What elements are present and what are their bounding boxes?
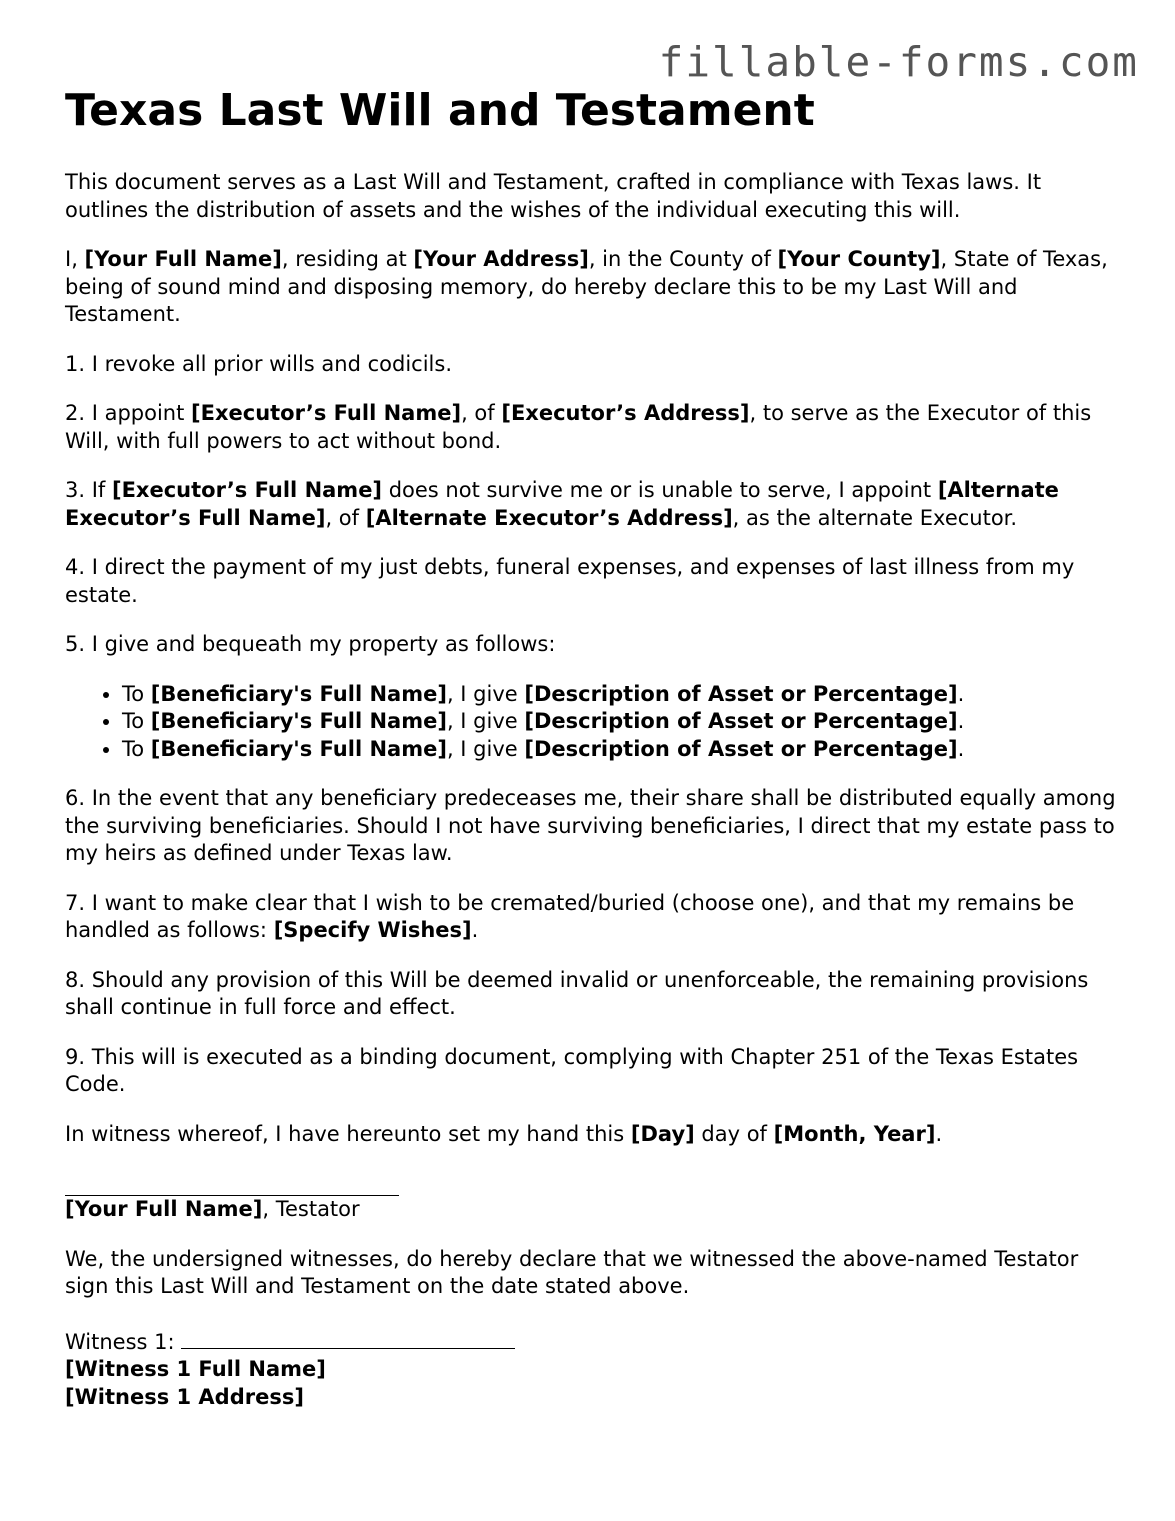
clause-5: 5. I give and bequeath my property as follows: [65, 632, 556, 656]
document-title: Texas Last Will and Testament [65, 85, 815, 136]
text-segment: , residing at [281, 247, 414, 271]
beneficiary-name-placeholder: [Beneficiary's Full Name] [150, 709, 447, 733]
intro-paragraph: This document serves as a Last Will and Testament, crafted in compliance with Texas laws. It outlines the distribution of assets and the wishes of the individual executing this will. [65, 170, 1042, 222]
testator-name-placeholder: [Your Full Name] [65, 1197, 263, 1221]
text-segment: does not survive me or is unable to serve, I appoint [382, 478, 938, 502]
clause-8: 8. Should any provision of this Will be deemed invalid or unenforceable, the remaining provisions shall continue in full force and effect. [65, 967, 1089, 1019]
witness-1-block [65, 1323, 1125, 1412]
text-segment: , in the County of [588, 247, 778, 271]
text-segment: , as the alternate Executor. [732, 505, 1018, 530]
clause-7 [65, 890, 1125, 945]
text-segment: , I give [446, 709, 525, 733]
text-segment: . [957, 681, 965, 706]
testator-county-placeholder: [Your County] [777, 247, 941, 271]
text-segment: , to serve as the Executor of this Will, with full powers to act without bond. [65, 401, 1092, 453]
executor-address-placeholder: [Executor’s Address] [501, 401, 750, 425]
text-segment: . [471, 918, 479, 942]
text-segment: To [122, 681, 151, 706]
witness-declaration: We, the undersigned witnesses, do hereby declare that we witnessed the above-named Testator sign this Last Will and Testament on the date stated above. [65, 1246, 1079, 1298]
clause-9: 9. This will is executed as a binding document, complying with Chapter 251 of the Texas Estates Code. [65, 1044, 1079, 1096]
text-segment: To [122, 736, 151, 761]
text-segment: , of [461, 401, 502, 425]
text-segment: , I give [446, 736, 525, 761]
alternate-executor-name-placeholder: [Alternate Executor’s Full Name] [65, 478, 1059, 530]
witness-1-address-placeholder: [Witness 1 Address] [65, 1384, 304, 1409]
bequest-list [65, 681, 1125, 764]
day-placeholder: [Day] [630, 1121, 695, 1146]
text-segment: . [957, 736, 965, 761]
testator-signature-block [65, 1170, 1125, 1224]
wishes-placeholder: [Specify Wishes] [273, 918, 472, 942]
witness-clause [65, 1121, 1125, 1149]
testator-name-placeholder: [Your Full Name] [84, 247, 282, 271]
text-segment: day of [694, 1121, 774, 1146]
testator-signature-line[interactable] [65, 1170, 399, 1196]
text-segment: In witness whereof, I have hereunto set my hand this [65, 1121, 631, 1146]
document-page [65, 86, 1125, 1433]
text-segment: I, [65, 247, 85, 271]
witness-1-signature-line[interactable] [181, 1323, 515, 1349]
bequest-item [122, 681, 1125, 709]
text-segment: 3. If [65, 478, 112, 502]
text-segment: 2. I appoint [65, 401, 192, 425]
declaration-paragraph [65, 246, 1125, 329]
text-segment: , State of Texas, being of sound mind and disposing memory, do hereby declare this to be my Last Will and Testament. [65, 247, 1108, 326]
asset-description-placeholder: [Description of Asset or Percentage] [524, 709, 958, 733]
executor-name-placeholder: [Executor’s Full Name] [111, 478, 383, 502]
beneficiary-name-placeholder: [Beneficiary's Full Name] [150, 681, 447, 706]
executor-name-placeholder: [Executor’s Full Name] [191, 401, 462, 425]
bequest-item [122, 708, 1125, 736]
text-segment: , of [325, 505, 366, 530]
text-segment: , Testator [262, 1197, 360, 1221]
clause-2 [65, 400, 1125, 455]
bequest-item [122, 736, 1125, 764]
witness-1-signature-row [65, 1323, 1125, 1357]
asset-description-placeholder: [Description of Asset or Percentage] [524, 736, 958, 761]
text-segment: , I give [446, 681, 525, 706]
witness-1-name-placeholder: [Witness 1 Full Name] [65, 1357, 326, 1381]
watermark: fillable-forms.com [658, 38, 1139, 86]
text-segment: 7. I want to make clear that I wish to be cremated/buried (choose one), and that my remains be handled as follows: [65, 890, 1075, 942]
testator-signature-caption [65, 1196, 1125, 1224]
beneficiary-name-placeholder: [Beneficiary's Full Name] [150, 736, 447, 761]
clause-3 [65, 477, 1125, 532]
witness-1-label: Witness 1: [65, 1329, 182, 1354]
text-segment: . [935, 1121, 943, 1146]
text-segment: To [122, 709, 151, 733]
clause-1: 1. I revoke all prior wills and codicils. [65, 351, 452, 376]
alternate-executor-address-placeholder: [Alternate Executor’s Address] [365, 505, 733, 530]
month-year-placeholder: [Month, Year] [773, 1121, 936, 1146]
clause-4: 4. I direct the payment of my just debts, funeral expenses, and expenses of last illness from my estate. [65, 555, 1075, 607]
asset-description-placeholder: [Description of Asset or Percentage] [524, 681, 958, 706]
text-segment: . [957, 709, 965, 733]
testator-address-placeholder: [Your Address] [413, 247, 589, 271]
clause-6: 6. In the event that any beneficiary predeceases me, their share shall be distributed equally among the surviving beneficiaries. Should I not have surviving beneficiaries, I direct that my estate pass to my heirs as defined under Texas law. [65, 786, 1116, 865]
